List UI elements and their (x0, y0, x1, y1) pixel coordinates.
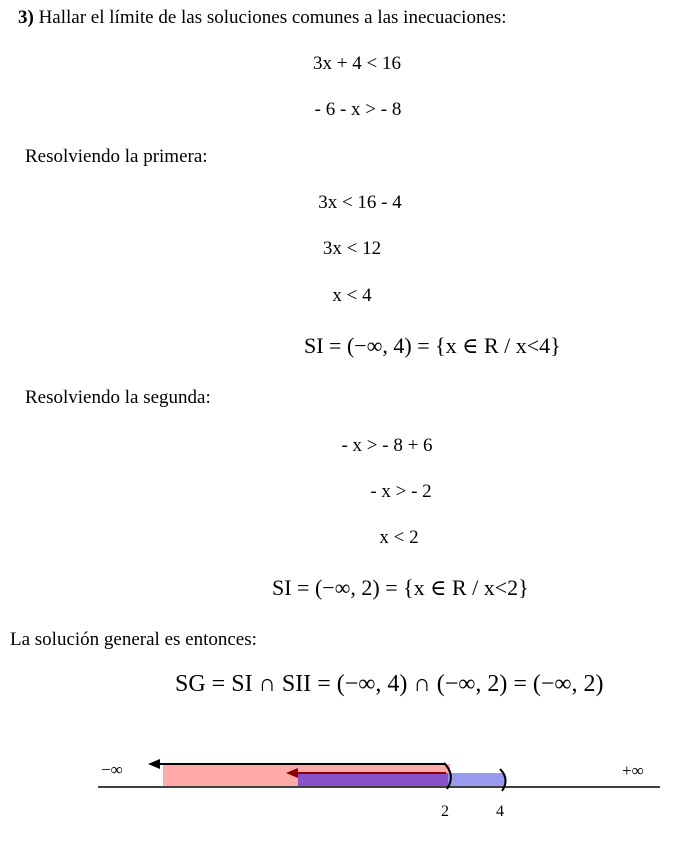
arrow-head-long (148, 759, 160, 769)
first-heading: Resolviendo la primera: (25, 146, 208, 167)
problem-statement (18, 7, 507, 29)
second-solution: SI = (−∞, 2) = {x ∈ R / x<2} (272, 575, 529, 600)
second-heading: Resolviendo la segunda: (25, 387, 211, 408)
minus-infinity-label: −∞ (101, 760, 123, 779)
interval-overlap-fill (298, 773, 448, 786)
second-step-2: - x > - 2 (370, 481, 432, 502)
problem-text: Hallar el límite de las soluciones comunes a las inecuaciones: (38, 7, 507, 28)
second-step-1: - x > - 8 + 6 (341, 435, 433, 456)
second-step-3: x < 2 (379, 527, 419, 548)
inequality-1: 3x + 4 < 16 (313, 53, 401, 74)
tick-label-2: 2 (441, 803, 449, 820)
problem-number: 3) (18, 7, 34, 28)
first-step-3: x < 4 (332, 285, 372, 306)
first-step-2: 3x < 12 (322, 238, 382, 259)
first-step-1: 3x < 16 - 4 (318, 192, 402, 213)
tick-label-4: 4 (496, 803, 504, 820)
number-line (0, 733, 686, 843)
first-solution: SI = (−∞, 4) = {x ∈ R / x<4} (304, 333, 561, 358)
plus-infinity-label: +∞ (622, 761, 644, 780)
general-formula: SG = SI ∩ SII = (−∞, 4) ∩ (−∞, 2) = (−∞, 2) (175, 671, 604, 697)
inequality-2: - 6 - x > - 8 (314, 99, 402, 120)
general-heading: La solución general es entonces: (10, 629, 257, 650)
